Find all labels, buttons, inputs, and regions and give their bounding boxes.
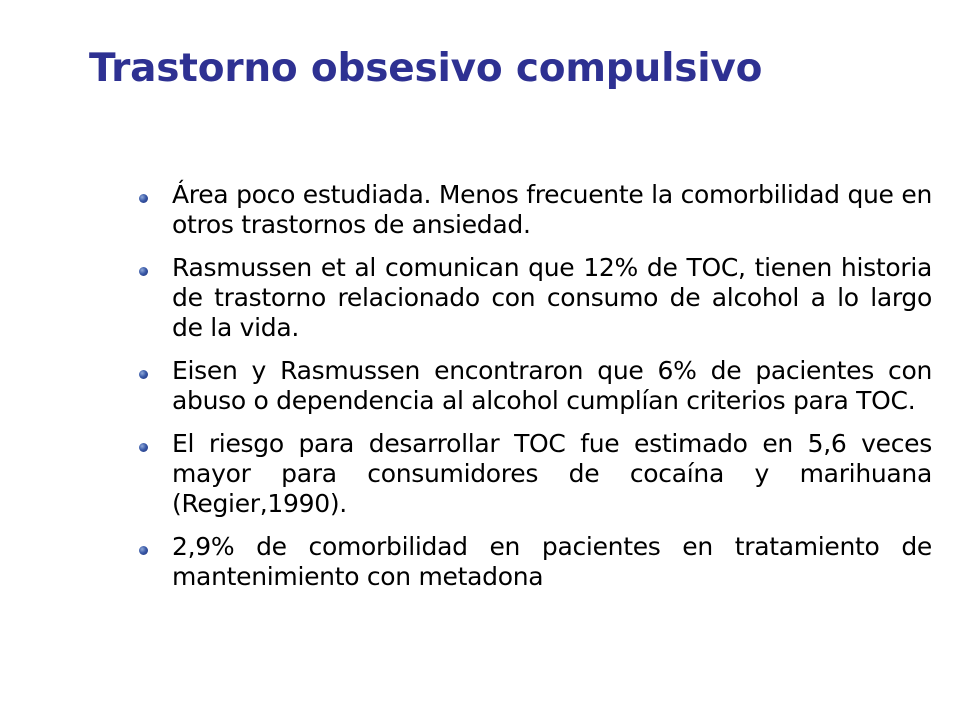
bullet-item bbox=[136, 429, 932, 519]
round-dot-icon bbox=[139, 370, 148, 379]
bullet-text: 2,9% de comorbilidad en pacientes en tratamiento de mantenimiento con metadona bbox=[172, 532, 932, 591]
bullet-item bbox=[136, 253, 932, 343]
round-dot-icon bbox=[139, 267, 148, 276]
bullet-text: Área poco estudiada. Menos frecuente la comorbilidad que en otros trastornos de ansiedad. bbox=[172, 180, 932, 239]
bullet-text: El riesgo para desarrollar TOC fue estimado en 5,6 veces mayor para consumidores de cocaína y marihuana (Regier,1990). bbox=[172, 429, 932, 518]
bullet-list bbox=[136, 180, 932, 605]
bullet-item bbox=[136, 180, 932, 240]
bullet-item bbox=[136, 356, 932, 416]
round-dot-icon bbox=[139, 194, 148, 203]
bullet-item bbox=[136, 532, 932, 592]
round-dot-icon bbox=[139, 443, 148, 452]
slide-title: Trastorno obsesivo compulsivo bbox=[89, 46, 763, 91]
round-dot-icon bbox=[139, 546, 148, 555]
bullet-text: Rasmussen et al comunican que 12% de TOC, tienen historia de trastorno relacionado con consumo de alcohol a lo largo de la vida. bbox=[172, 253, 932, 342]
bullet-text: Eisen y Rasmussen encontraron que 6% de pacientes con abuso o dependencia al alcohol cumplían criterios para TOC. bbox=[172, 356, 932, 415]
